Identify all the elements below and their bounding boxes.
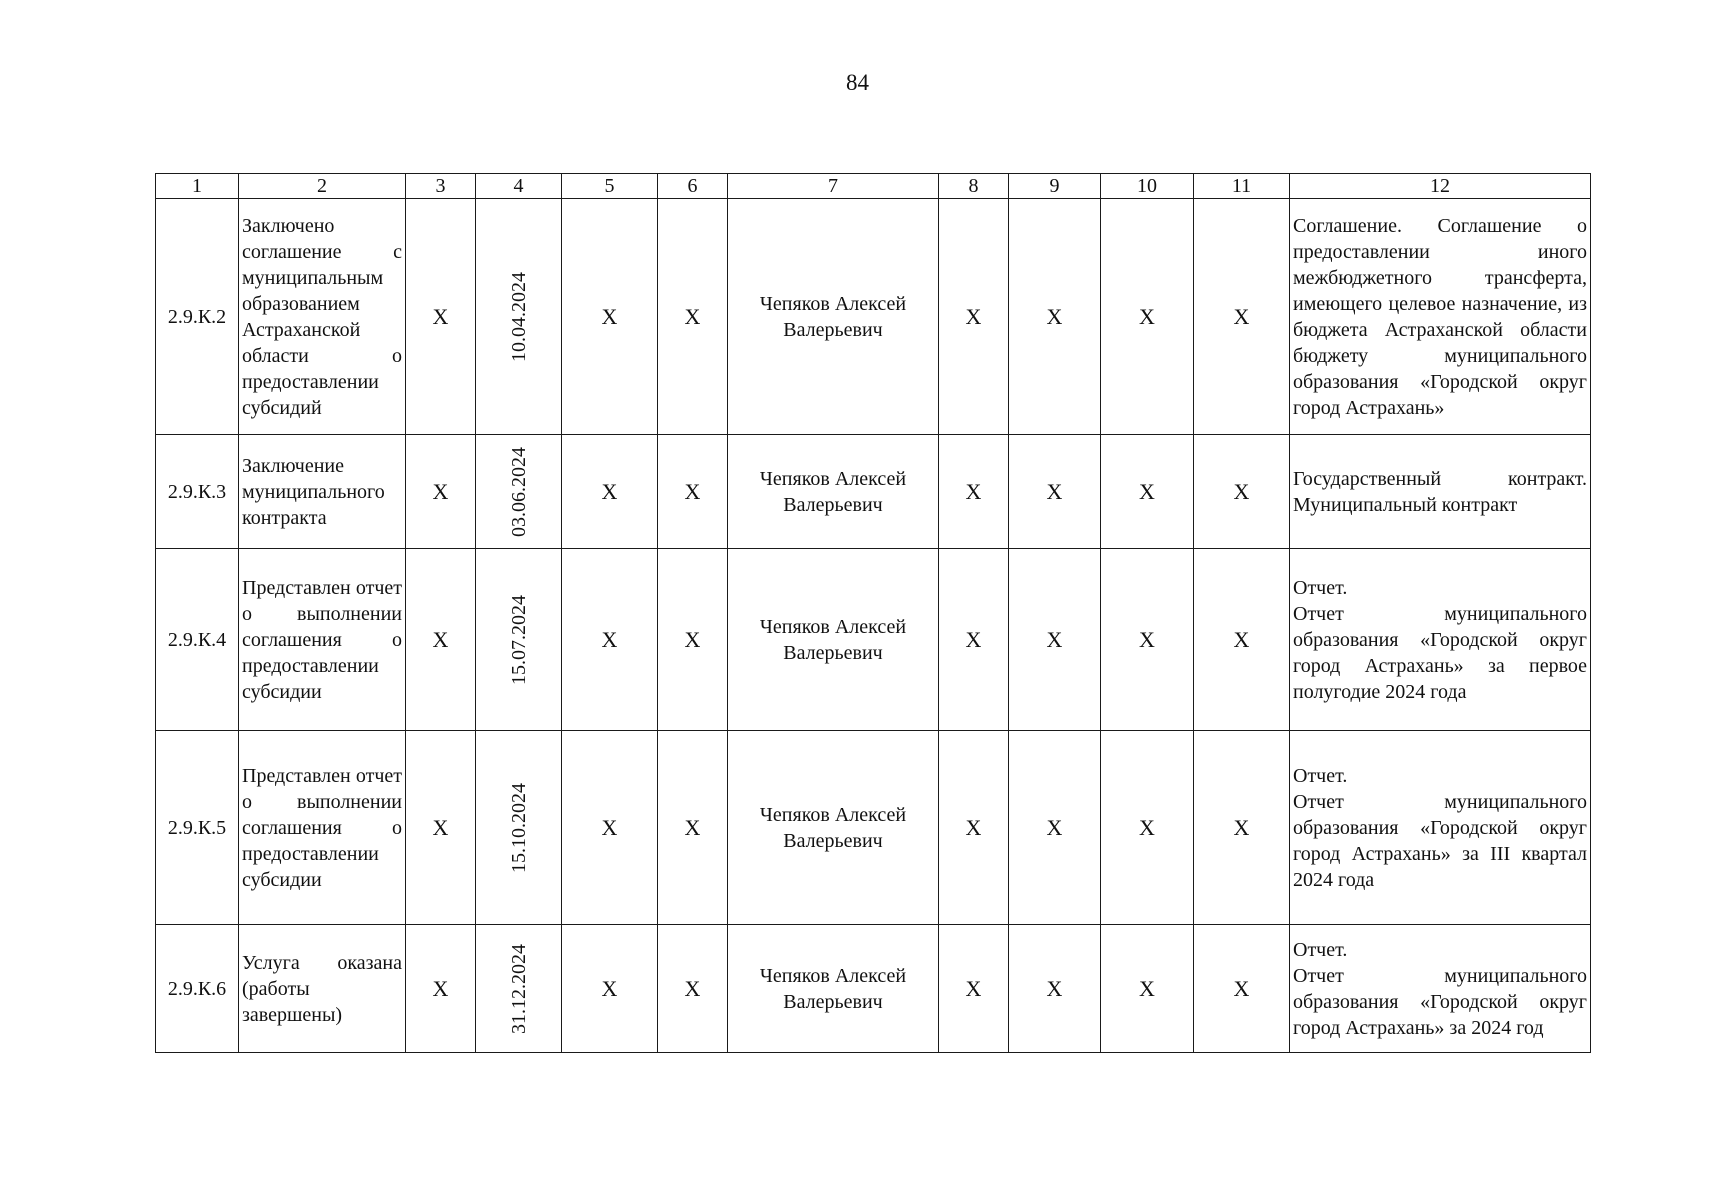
cell-mark: X <box>406 731 476 925</box>
cell-mark: X <box>1009 435 1101 549</box>
cell-mark: X <box>1194 199 1290 435</box>
row-date: 03.06.2024 <box>507 446 530 537</box>
row-document-text: Отчет муниципального образования «Городской округ город Астрахань» за первое полугодие 2024 года <box>1293 602 1587 703</box>
row-code: 2.9.К.6 <box>156 925 239 1053</box>
row-document-title: Отчет. <box>1293 938 1348 961</box>
cell-mark: X <box>562 731 658 925</box>
row-document-text: Отчет муниципального образования «Городской округ город Астрахань» за 2024 год <box>1293 964 1587 1039</box>
cell-mark: X <box>406 925 476 1053</box>
cell-mark: X <box>1194 549 1290 731</box>
row-code: 2.9.К.5 <box>156 731 239 925</box>
cell-mark: X <box>658 199 728 435</box>
row-code: 2.9.К.3 <box>156 435 239 549</box>
control-points-table <box>155 173 1591 1053</box>
column-header: 2 <box>239 174 406 199</box>
row-event-name: Заключение муниципального контракта <box>239 435 406 549</box>
row-document <box>1290 731 1591 925</box>
cell-mark: X <box>1101 731 1194 925</box>
cell-mark: X <box>1009 199 1101 435</box>
column-header: 7 <box>728 174 939 199</box>
row-responsible: Чепяков Алексей Валерьевич <box>728 435 939 549</box>
cell-mark: X <box>1194 731 1290 925</box>
column-header: 11 <box>1194 174 1290 199</box>
table-row <box>156 731 1591 925</box>
cell-mark: X <box>1009 549 1101 731</box>
cell-mark: X <box>658 549 728 731</box>
column-header: 8 <box>939 174 1009 199</box>
cell-mark: X <box>562 435 658 549</box>
cell-mark: X <box>939 549 1009 731</box>
row-event-name: Представлен отчет о выполнении соглашения о предоставлении субсидии <box>239 731 406 925</box>
cell-mark: X <box>406 549 476 731</box>
cell-mark: X <box>939 731 1009 925</box>
cell-mark: X <box>562 199 658 435</box>
row-date: 15.07.2024 <box>507 594 530 685</box>
cell-mark: X <box>658 925 728 1053</box>
column-header: 5 <box>562 174 658 199</box>
row-document <box>1290 925 1591 1053</box>
cell-mark: X <box>406 435 476 549</box>
row-code: 2.9.К.4 <box>156 549 239 731</box>
cell-mark: X <box>658 435 728 549</box>
column-header: 9 <box>1009 174 1101 199</box>
column-header: 12 <box>1290 174 1591 199</box>
table-row <box>156 925 1591 1053</box>
column-header: 4 <box>476 174 562 199</box>
cell-mark: X <box>562 925 658 1053</box>
table-row <box>156 549 1591 731</box>
row-date: 31.12.2024 <box>507 943 530 1034</box>
cell-mark: X <box>658 731 728 925</box>
page-number: 84 <box>846 70 869 95</box>
row-document-title: Отчет. <box>1293 764 1348 787</box>
table-row <box>156 435 1591 549</box>
cell-mark: X <box>939 435 1009 549</box>
row-responsible: Чепяков Алексей Валерьевич <box>728 731 939 925</box>
column-header: 1 <box>156 174 239 199</box>
row-event-name: Заключено соглашение с муниципальным образованием Астраханской области о предоставлении субсидий <box>239 199 406 435</box>
row-date-cell <box>476 731 562 925</box>
row-document <box>1290 549 1591 731</box>
cell-mark: X <box>1101 199 1194 435</box>
cell-mark: X <box>1009 925 1101 1053</box>
row-document: Соглашение. Соглашение о предоставлении иного межбюджетного трансферта, имеющего целевое назначение, из бюджета Астраханской области бюджету муниципального образования «Городской округ город Астрахань» <box>1290 199 1591 435</box>
column-header: 3 <box>406 174 476 199</box>
cell-mark: X <box>1194 435 1290 549</box>
row-code: 2.9.К.2 <box>156 199 239 435</box>
row-document-title: Отчет. <box>1293 576 1348 599</box>
column-header: 10 <box>1101 174 1194 199</box>
cell-mark: X <box>939 925 1009 1053</box>
row-document: Государственный контракт. Муниципальный контракт <box>1290 435 1591 549</box>
cell-mark: X <box>1009 731 1101 925</box>
row-date-cell <box>476 199 562 435</box>
table-row <box>156 199 1591 435</box>
row-date-cell <box>476 549 562 731</box>
cell-mark: X <box>939 199 1009 435</box>
cell-mark: X <box>1101 549 1194 731</box>
row-event-name: Представлен отчет о выполнении соглашения о предоставлении субсидии <box>239 549 406 731</box>
row-document-text: Отчет муниципального образования «Городской округ город Астрахань» за III квартал 2024 года <box>1293 790 1587 891</box>
row-responsible: Чепяков Алексей Валерьевич <box>728 549 939 731</box>
cell-mark: X <box>1194 925 1290 1053</box>
row-responsible: Чепяков Алексей Валерьевич <box>728 925 939 1053</box>
row-event-name: Услуга оказана (работы завершены) <box>239 925 406 1053</box>
header-row <box>156 174 1591 199</box>
cell-mark: X <box>406 199 476 435</box>
cell-mark: X <box>1101 435 1194 549</box>
row-date-cell <box>476 925 562 1053</box>
cell-mark: X <box>562 549 658 731</box>
row-date: 15.10.2024 <box>507 782 530 873</box>
row-responsible: Чепяков Алексей Валерьевич <box>728 199 939 435</box>
column-header: 6 <box>658 174 728 199</box>
cell-mark: X <box>1101 925 1194 1053</box>
row-date-cell <box>476 435 562 549</box>
row-date: 10.04.2024 <box>507 271 530 362</box>
